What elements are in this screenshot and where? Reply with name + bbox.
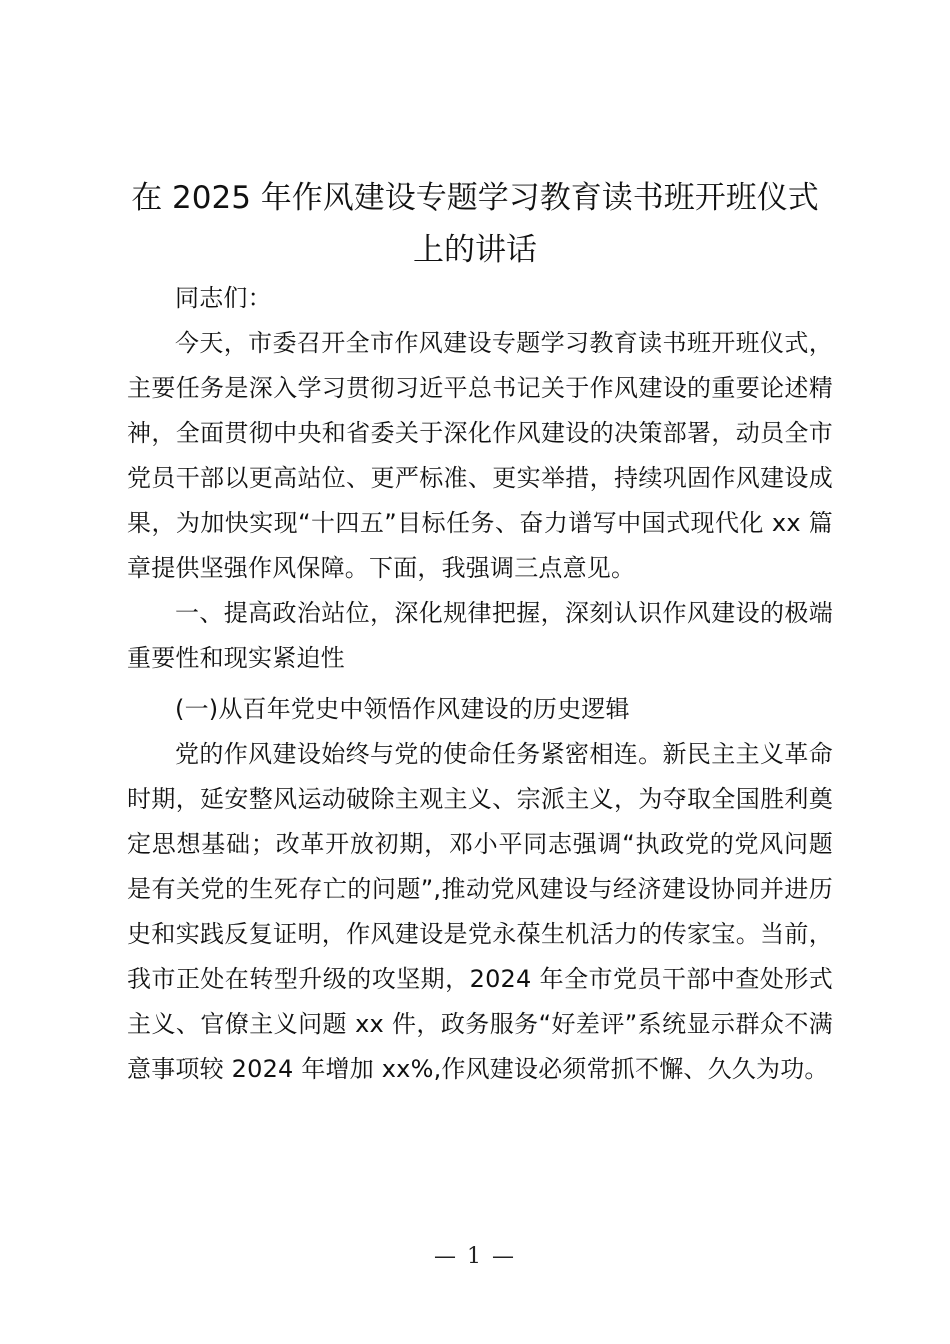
page-number: — 1 — — [434, 1244, 516, 1269]
document-title: 在 2025 年作风建设专题学习教育读书班开班仪式上的讲话 — [131, 180, 819, 268]
paragraph-history: 党的作风建设始终与党的使命任务紧密相连。新民主主义革命时期，延安整风运动破除主观主义、宗派主义，为夺取全国胜利奠定思想基础；改革开放初期，邓小平同志强调“执政党的党风问题是有关党的生死存亡的问题”,推动党风建设与经济建设协同并进历史和实践反复证明，作风建设是党永葆生机活力的传家宝。当前，我市正处在转型升级的攻坚期，2024 年全市党员干部中查处形式主义、官僚主义问题 xx 件，政务服务“好差评”系统显示群众不满意事项较 2024 年增加 xx%,作风建设必须常抓不懈、久久为功。 — [127, 740, 833, 1083]
salutation: 同志们： — [175, 284, 272, 312]
subsection-heading-1: (一)从百年党史中领悟作风建设的历史逻辑 — [175, 695, 630, 723]
document-body — [127, 276, 833, 1092]
paragraph-intro: 今天，市委召开全市作风建设专题学习教育读书班开班仪式，主要任务是深入学习贯彻习近平总书记关于作风建设的重要论述精神，全面贯彻中央和省委关于深化作风建设的决策部署，动员全市党员干部以更高站位、更严标准、更实举措，持续巩固作风建设成果，为加快实现“十四五”目标任务、奋力谱写中国式现代化 xx 篇章提供坚强作风保障。下面，我强调三点意见。 — [127, 329, 833, 582]
section-heading-1: 一、提高政治站位，深化规律把握，深刻认识作风建设的极端重要性和现实紧迫性 — [127, 599, 833, 672]
